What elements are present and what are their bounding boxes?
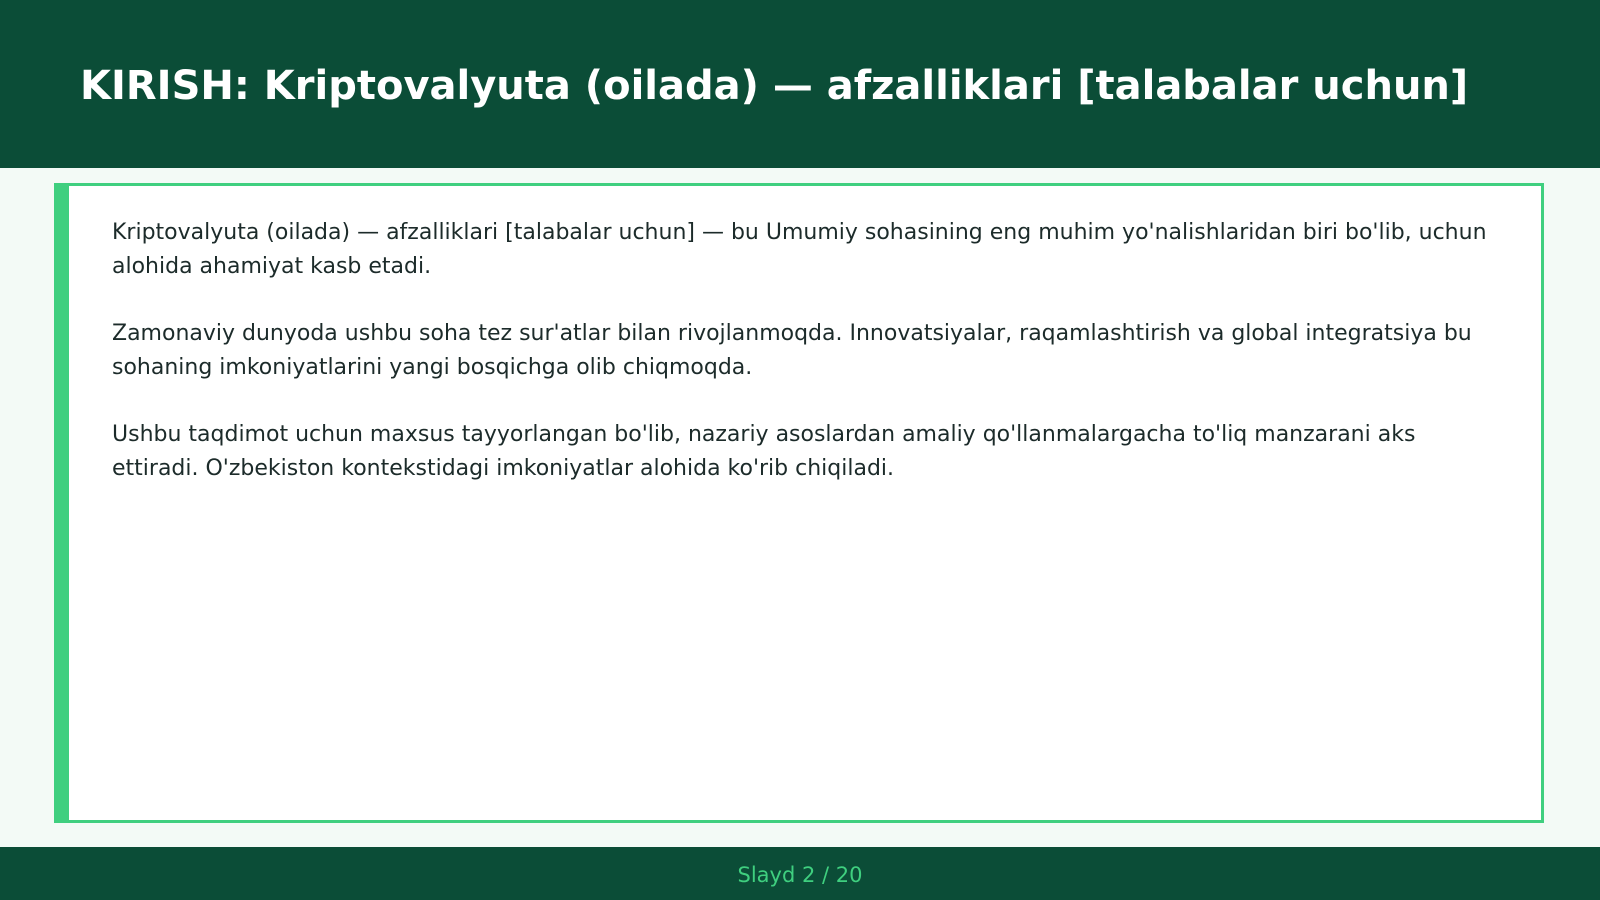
slide-footer: [0, 847, 1600, 900]
content-text: [112, 216, 1496, 519]
slide-number: Slayd 2 / 20: [737, 863, 863, 887]
intro-paragraph-3: Ushbu taqdimot uchun maxsus tayyorlangan bo'lib, nazariy asoslardan amaliy qo'llanmalargacha to'liq manzarani aks ettiradi. O'zbekiston kontekstidagi imkoniyatlar alohida ko'rib chiqiladi.: [112, 422, 1416, 481]
content-card: [54, 183, 1544, 823]
slide-title: KIRISH: Kriptovalyuta (oilada) — afzalliklari [talabalar uchun]: [80, 63, 1469, 109]
intro-paragraph-2: Zamonaviy dunyoda ushbu soha tez sur'atlar bilan rivojlanmoqda. Innovatsiyalar, raqamlashtirish va global integratsiya bu sohaning imkoniyatlarini yangi bosqichga olib chiqmoqda.: [112, 321, 1472, 380]
slide-header: [0, 0, 1600, 168]
intro-paragraph-1: Kriptovalyuta (oilada) — afzalliklari [talabalar uchun] — bu Umumiy sohasining eng muhim yo'nalishlaridan biri bo'lib, uchun alohida ahamiyat kasb etadi.: [112, 220, 1487, 279]
